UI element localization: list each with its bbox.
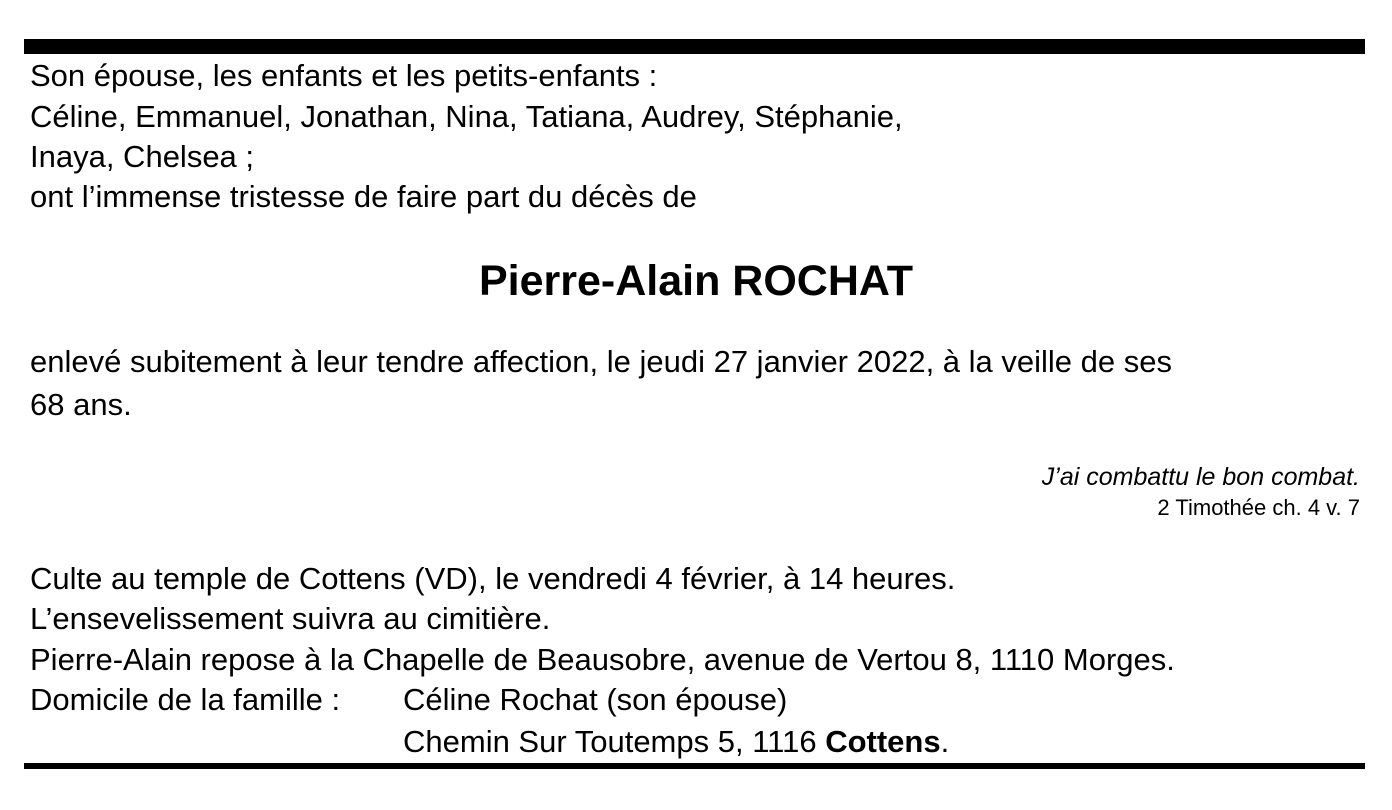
- intro-line-names: Céline, Emmanuel, Jonathan, Nina, Tatiana, Audrey, Stéphanie,: [30, 99, 903, 134]
- intro-line-names-continued: Inaya, Chelsea ;: [30, 139, 255, 174]
- death-notice-line-continued: 68 ans.: [30, 387, 132, 422]
- bible-quote-reference: 2 Timothée ch. 4 v. 7: [1157, 495, 1360, 520]
- address-period: .: [940, 724, 950, 759]
- family-address-line-1: Céline Rochat (son épouse): [403, 682, 788, 717]
- deceased-name: Pierre-Alain ROCHAT: [478, 257, 914, 305]
- burial-line: L’ensevelissement suivra au cimitière.: [30, 601, 551, 636]
- family-address-label: Domicile de la famille :: [30, 682, 341, 717]
- family-address-line-2: [403, 722, 949, 762]
- chapel-line: Pierre-Alain repose à la Chapelle de Beausobre, avenue de Vertou 8, 1110 Morges.: [30, 642, 1175, 677]
- address-street: Chemin Sur Toutemps 5, 1116: [403, 724, 826, 759]
- intro-line-announcement: ont l’immense tristesse de faire part du décès de: [30, 179, 697, 214]
- intro-line-family: Son épouse, les enfants et les petits-enfants :: [30, 58, 658, 93]
- death-notice-line: enlevé subitement à leur tendre affection, le jeudi 27 janvier 2022, à la veille de ses: [30, 344, 1172, 379]
- service-line: Culte au temple de Cottens (VD), le vendredi 4 février, à 14 heures.: [30, 561, 956, 596]
- bible-quote: J’ai combattu le bon combat.: [1041, 463, 1360, 491]
- bottom-border-rule: [24, 763, 1365, 769]
- top-border-rule: [24, 39, 1365, 54]
- address-town: Cottens: [825, 724, 941, 759]
